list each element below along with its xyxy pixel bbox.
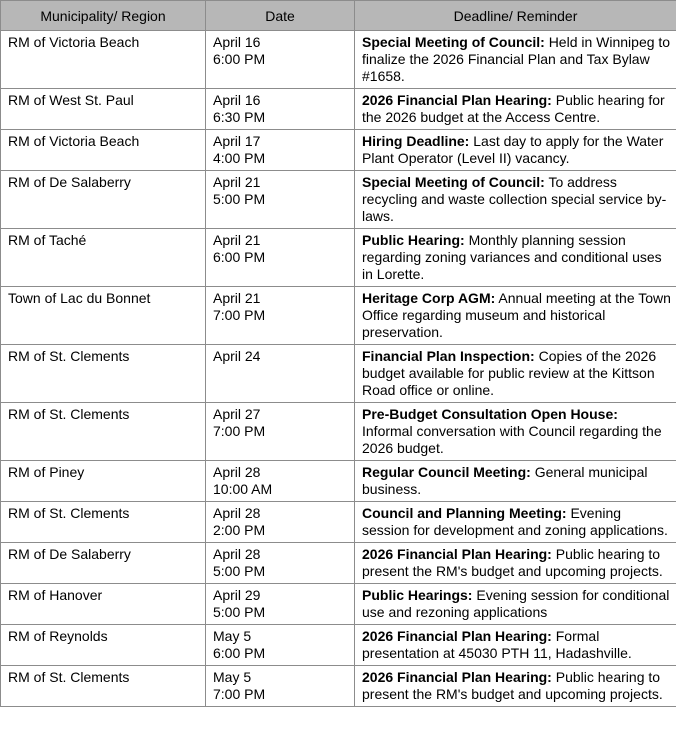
time-text: 6:00 PM bbox=[213, 249, 266, 265]
table-row bbox=[1, 666, 676, 707]
deadline-title: Public Hearings: bbox=[362, 587, 473, 603]
deadline-title: 2026 Financial Plan Hearing: bbox=[362, 669, 552, 685]
deadline-title: Public Hearing: bbox=[362, 232, 465, 248]
time-text: 5:00 PM bbox=[213, 191, 266, 207]
municipality-cell bbox=[1, 89, 206, 130]
deadline-description: Annual meeting at the Town Office regarding museum and historical preservation. bbox=[362, 290, 671, 340]
deadline-title: 2026 Financial Plan Hearing: bbox=[362, 92, 552, 108]
time-text: 7:00 PM bbox=[213, 423, 266, 439]
table-row bbox=[1, 543, 676, 584]
deadline-title: Council and Planning Meeting: bbox=[362, 505, 567, 521]
date-cell bbox=[206, 666, 355, 707]
time-text: 6:00 PM bbox=[213, 645, 266, 661]
time-text: 2:00 PM bbox=[213, 522, 266, 538]
municipality-label: RM of Reynolds bbox=[8, 628, 108, 644]
deadline-cell bbox=[355, 171, 676, 229]
municipality-cell bbox=[1, 403, 206, 461]
date-cell bbox=[206, 543, 355, 584]
date-text: April 16 bbox=[213, 34, 261, 50]
table-row bbox=[1, 625, 676, 666]
deadline-title: Financial Plan Inspection: bbox=[362, 348, 535, 364]
municipality-cell bbox=[1, 461, 206, 502]
deadline-cell bbox=[355, 31, 676, 89]
date-cell bbox=[206, 625, 355, 666]
deadline-title: Hiring Deadline: bbox=[362, 133, 470, 149]
deadline-description: Copies of the 2026 budget available for public review at the Kittson Road office or online. bbox=[362, 348, 657, 398]
deadline-cell bbox=[355, 461, 676, 502]
date-text: April 21 bbox=[213, 290, 261, 306]
deadline-description: Last day to apply for the Water Plant Operator (Level II) vacancy. bbox=[362, 133, 664, 166]
deadline-description: Public hearing to present the RM's budget and upcoming projects. bbox=[362, 546, 663, 579]
date-text: April 29 bbox=[213, 587, 261, 603]
deadline-description: Informal conversation with Council regarding the 2026 budget. bbox=[362, 423, 662, 456]
municipality-label: RM of Taché bbox=[8, 232, 87, 248]
table-row bbox=[1, 403, 676, 461]
municipality-label: RM of De Salaberry bbox=[8, 546, 131, 562]
table-row bbox=[1, 287, 676, 345]
table-row bbox=[1, 89, 676, 130]
deadline-title: 2026 Financial Plan Hearing: bbox=[362, 628, 552, 644]
time-text: 6:00 PM bbox=[213, 51, 266, 67]
date-cell bbox=[206, 345, 355, 403]
header-row bbox=[1, 1, 676, 31]
deadline-description: Held in Winnipeg to finalize the 2026 Financial Plan and Tax Bylaw #1658. bbox=[362, 34, 671, 84]
time-text: 7:00 PM bbox=[213, 307, 266, 323]
deadline-title: Regular Council Meeting: bbox=[362, 464, 531, 480]
date-cell bbox=[206, 584, 355, 625]
time-text: 7:00 PM bbox=[213, 686, 266, 702]
municipality-cell bbox=[1, 345, 206, 403]
deadline-cell bbox=[355, 287, 676, 345]
deadline-description: Public hearing to present the RM's budget and upcoming projects. bbox=[362, 669, 663, 702]
table-row bbox=[1, 171, 676, 229]
date-text: April 24 bbox=[213, 348, 261, 364]
municipality-label: Town of Lac du Bonnet bbox=[8, 290, 151, 306]
date-text: April 21 bbox=[213, 174, 261, 190]
date-cell bbox=[206, 229, 355, 287]
time-text: 6:30 PM bbox=[213, 109, 266, 125]
table-row bbox=[1, 584, 676, 625]
date-text: April 16 bbox=[213, 92, 261, 108]
table-row bbox=[1, 229, 676, 287]
municipality-label: RM of Piney bbox=[8, 464, 85, 480]
municipality-label: RM of St. Clements bbox=[8, 348, 130, 364]
municipality-label: RM of Victoria Beach bbox=[8, 34, 140, 50]
date-text: April 21 bbox=[213, 232, 261, 248]
column-header-deadline: Deadline/ Reminder bbox=[355, 1, 676, 31]
municipality-cell bbox=[1, 502, 206, 543]
date-cell bbox=[206, 89, 355, 130]
deadline-cell bbox=[355, 229, 676, 287]
municipality-cell bbox=[1, 229, 206, 287]
deadline-description: Evening session for conditional use and rezoning applications bbox=[362, 587, 670, 620]
deadline-cell bbox=[355, 89, 676, 130]
municipality-label: RM of De Salaberry bbox=[8, 174, 131, 190]
deadline-description: Evening session for development and zoning applications. bbox=[362, 505, 668, 538]
date-cell bbox=[206, 130, 355, 171]
time-text: 5:00 PM bbox=[213, 604, 266, 620]
date-cell bbox=[206, 31, 355, 89]
column-header-municipality: Municipality/ Region bbox=[1, 1, 206, 31]
deadline-cell bbox=[355, 666, 676, 707]
municipality-label: RM of West St. Paul bbox=[8, 92, 134, 108]
date-cell bbox=[206, 461, 355, 502]
municipality-cell bbox=[1, 287, 206, 345]
time-text: 5:00 PM bbox=[213, 563, 266, 579]
deadline-title: Pre-Budget Consultation Open House: bbox=[362, 406, 618, 422]
date-cell bbox=[206, 502, 355, 543]
municipality-label: RM of St. Clements bbox=[8, 406, 130, 422]
municipality-label: RM of St. Clements bbox=[8, 669, 130, 685]
deadline-cell bbox=[355, 502, 676, 543]
date-text: April 28 bbox=[213, 546, 261, 562]
deadline-cell bbox=[355, 625, 676, 666]
municipality-cell bbox=[1, 31, 206, 89]
table-row bbox=[1, 345, 676, 403]
municipality-cell bbox=[1, 543, 206, 584]
date-cell bbox=[206, 403, 355, 461]
municipality-label: RM of St. Clements bbox=[8, 505, 130, 521]
time-text: 10:00 AM bbox=[213, 481, 273, 497]
municipality-cell bbox=[1, 171, 206, 229]
column-header-date: Date bbox=[206, 1, 355, 31]
table-row bbox=[1, 502, 676, 543]
deadline-description: To address recycling and waste collection special service by-laws. bbox=[362, 174, 667, 224]
time-text: 4:00 PM bbox=[213, 150, 266, 166]
deadline-description: General municipal business. bbox=[362, 464, 648, 497]
deadline-title: Special Meeting of Council: bbox=[362, 174, 545, 190]
deadline-title: Heritage Corp AGM: bbox=[362, 290, 496, 306]
deadline-description: Monthly planning session regarding zoning variances and conditional uses in Lorette. bbox=[362, 232, 662, 282]
date-text: April 28 bbox=[213, 505, 261, 521]
municipality-label: RM of Hanover bbox=[8, 587, 103, 603]
municipality-label: RM of Victoria Beach bbox=[8, 133, 140, 149]
table-row bbox=[1, 31, 676, 89]
deadline-cell bbox=[355, 584, 676, 625]
deadline-cell bbox=[355, 403, 676, 461]
table-row bbox=[1, 461, 676, 502]
deadline-cell bbox=[355, 345, 676, 403]
deadline-cell bbox=[355, 543, 676, 584]
table-row bbox=[1, 130, 676, 171]
deadline-title: 2026 Financial Plan Hearing: bbox=[362, 546, 552, 562]
municipality-cell bbox=[1, 625, 206, 666]
municipality-cell bbox=[1, 584, 206, 625]
date-cell bbox=[206, 287, 355, 345]
deadline-description: Public hearing for the 2026 budget at the Access Centre. bbox=[362, 92, 665, 125]
deadline-description: Formal presentation at 45030 PTH 11, Hadashville. bbox=[362, 628, 632, 661]
deadline-title: Special Meeting of Council: bbox=[362, 34, 545, 50]
date-text: April 27 bbox=[213, 406, 261, 422]
date-cell bbox=[206, 171, 355, 229]
date-text: April 17 bbox=[213, 133, 261, 149]
date-text: April 28 bbox=[213, 464, 261, 480]
date-text: May 5 bbox=[213, 628, 252, 644]
municipality-cell bbox=[1, 130, 206, 171]
municipality-cell bbox=[1, 666, 206, 707]
deadline-cell bbox=[355, 130, 676, 171]
date-text: May 5 bbox=[213, 669, 252, 685]
table-body bbox=[1, 31, 676, 707]
